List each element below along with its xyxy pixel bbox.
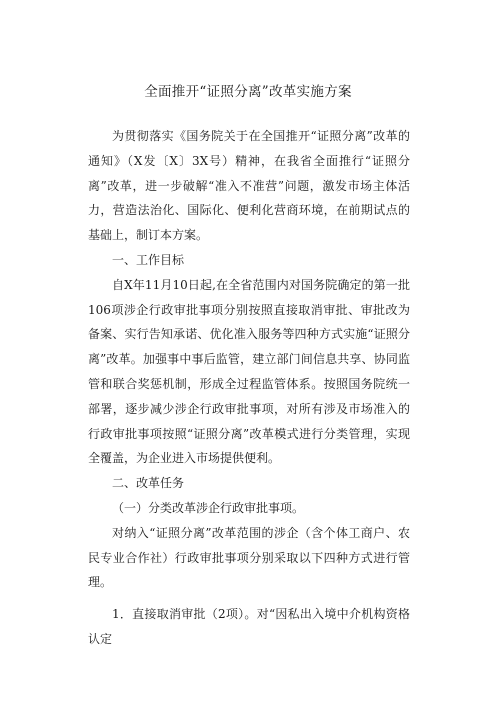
goals-paragraph: 自X年11月10日起,在全省范围内对国务院确定的第一批106项涉企行政审批事项分别按照直接取消审批、审批改为备案、实行告知承诺、优化准入服务等四种方式实施“证照分离”改革。加强事中事后监管，建立部门间信息共享、协同监管和联合奖惩机制，形成全过程监管体系。按照国务院统一部署，逐步减少涉企行政审批事项，对所有涉及市场准入的行政审批事项按照“证照分离”改革模式进行分类管理，实现全覆盖，为企业进入市场提供便利。 — [88, 277, 410, 466]
document-title: 全面推开“证照分离”改革实施方案 — [144, 84, 352, 100]
paragraph-gap — [88, 595, 410, 602]
classify-paragraph: 对纳入“证照分离”改革范围的涉企（含个体工商户、农民专业合作社）行政审批事项分别采取以下四种方式进行管理。 — [88, 525, 410, 590]
item-1-paragraph: 1．直接取消审批（2项）。对“因私出入境中介机构资格认定 — [88, 607, 410, 646]
subsection-heading-classify: （一）分类改革涉企行政审批事项。 — [112, 500, 305, 515]
section-heading-tasks: 二、改革任务 — [112, 476, 185, 491]
intro-paragraph: 为贯彻落实《国务院关于在全国推开“证照分离”改革的通知》（X发〔X〕3X号）精神，在我省全面推行“证照分离”改革，进一步破解“准入不准营”问题，激发市场主体活力，营造法治化、国际化、便利化营商环境，在前期试点的基础上，制订本方案。 — [88, 129, 410, 243]
document-body — [88, 124, 410, 652]
section-heading-goals: 一、工作目标 — [112, 252, 185, 267]
